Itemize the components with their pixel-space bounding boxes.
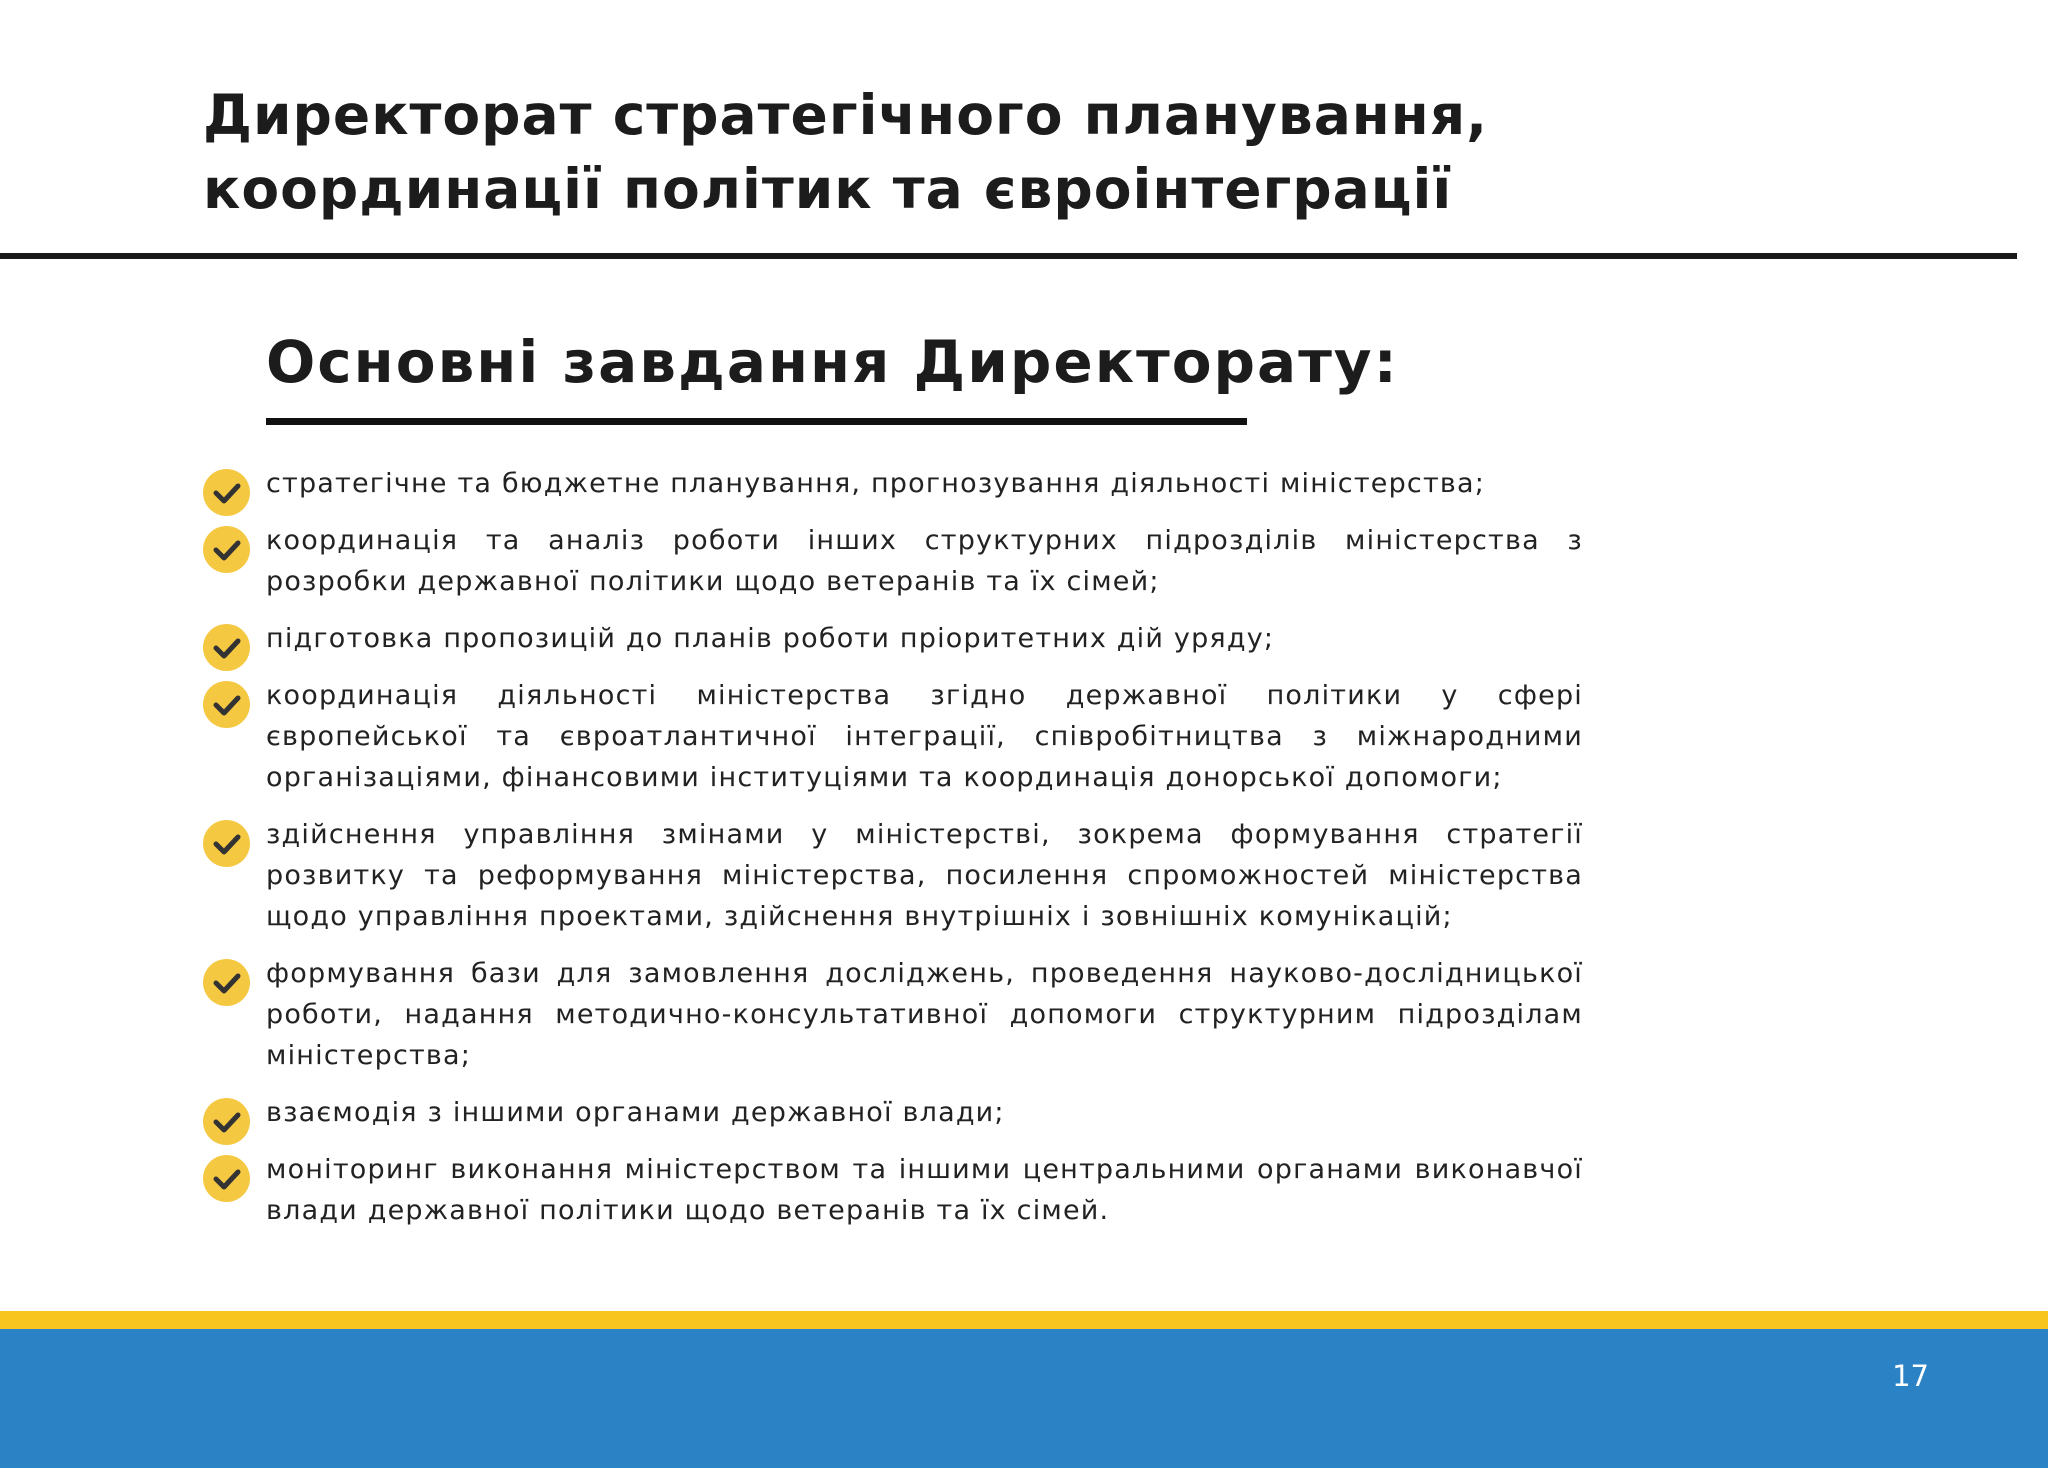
- task-text: здійснення управління змінами у міністерстві, зокрема формування стратегії розвитку та реформування міністерства, посилення спроможностей міністерства щодо управління проектами, здійснення внутрішніх і зовнішніх комунікацій;: [266, 819, 1583, 932]
- task-item: [203, 618, 1583, 659]
- task-item: [203, 1149, 1583, 1231]
- header-divider: [0, 253, 2017, 259]
- check-circle-icon: [203, 1155, 250, 1202]
- check-circle-icon: [203, 624, 250, 671]
- page-number: 17: [1892, 1359, 1929, 1393]
- task-text: координація та аналіз роботи інших структурних підрозділів міністерства з розробки державної політики щодо ветеранів та їх сімей;: [266, 525, 1583, 597]
- task-item: [203, 675, 1583, 798]
- footer-yellow-stripe: [0, 1311, 2048, 1329]
- section-title: Основні завдання Директорату:: [266, 328, 1399, 396]
- check-circle-icon: [203, 959, 250, 1006]
- check-circle-icon: [203, 469, 250, 516]
- task-item: [203, 953, 1583, 1076]
- check-circle-icon: [203, 681, 250, 728]
- task-text: взаємодія з іншими органами державної влади;: [266, 1097, 1005, 1128]
- task-text: координація діяльності міністерства згідно державної політики у сфері європейської та євроатлантичної інтеграції, співробітництва з міжнародними організаціями, фінансовими інституціями та координація донорської допомоги;: [266, 680, 1583, 793]
- task-list: [203, 463, 1583, 1247]
- check-circle-icon: [203, 526, 250, 573]
- task-text: підготовка пропозицій до планів роботи пріоритетних дій уряду;: [266, 623, 1275, 654]
- task-text: моніторинг виконання міністерством та іншими центральними органами виконавчої влади державної політики щодо ветеранів та їх сімей.: [266, 1154, 1583, 1226]
- task-text: стратегічне та бюджетне планування, прогнозування діяльності міністерства;: [266, 468, 1486, 499]
- page-title: [203, 78, 1603, 226]
- section-title-underline: [266, 418, 1247, 425]
- task-item: [203, 814, 1583, 937]
- task-item: [203, 463, 1583, 504]
- task-text: формування бази для замовлення досліджень, проведення науково-дослідницької роботи, надання методично-консультативної допомоги структурним підрозділам міністерства;: [266, 958, 1583, 1071]
- check-circle-icon: [203, 1098, 250, 1145]
- task-item: [203, 520, 1583, 602]
- check-circle-icon: [203, 820, 250, 867]
- page-title-line-1: Директорат стратегічного планування,: [203, 83, 1489, 147]
- task-item: [203, 1092, 1583, 1133]
- footer-blue-band: [0, 1329, 2048, 1468]
- page-title-line-2: координації політик та євроінтеграції: [203, 157, 1453, 221]
